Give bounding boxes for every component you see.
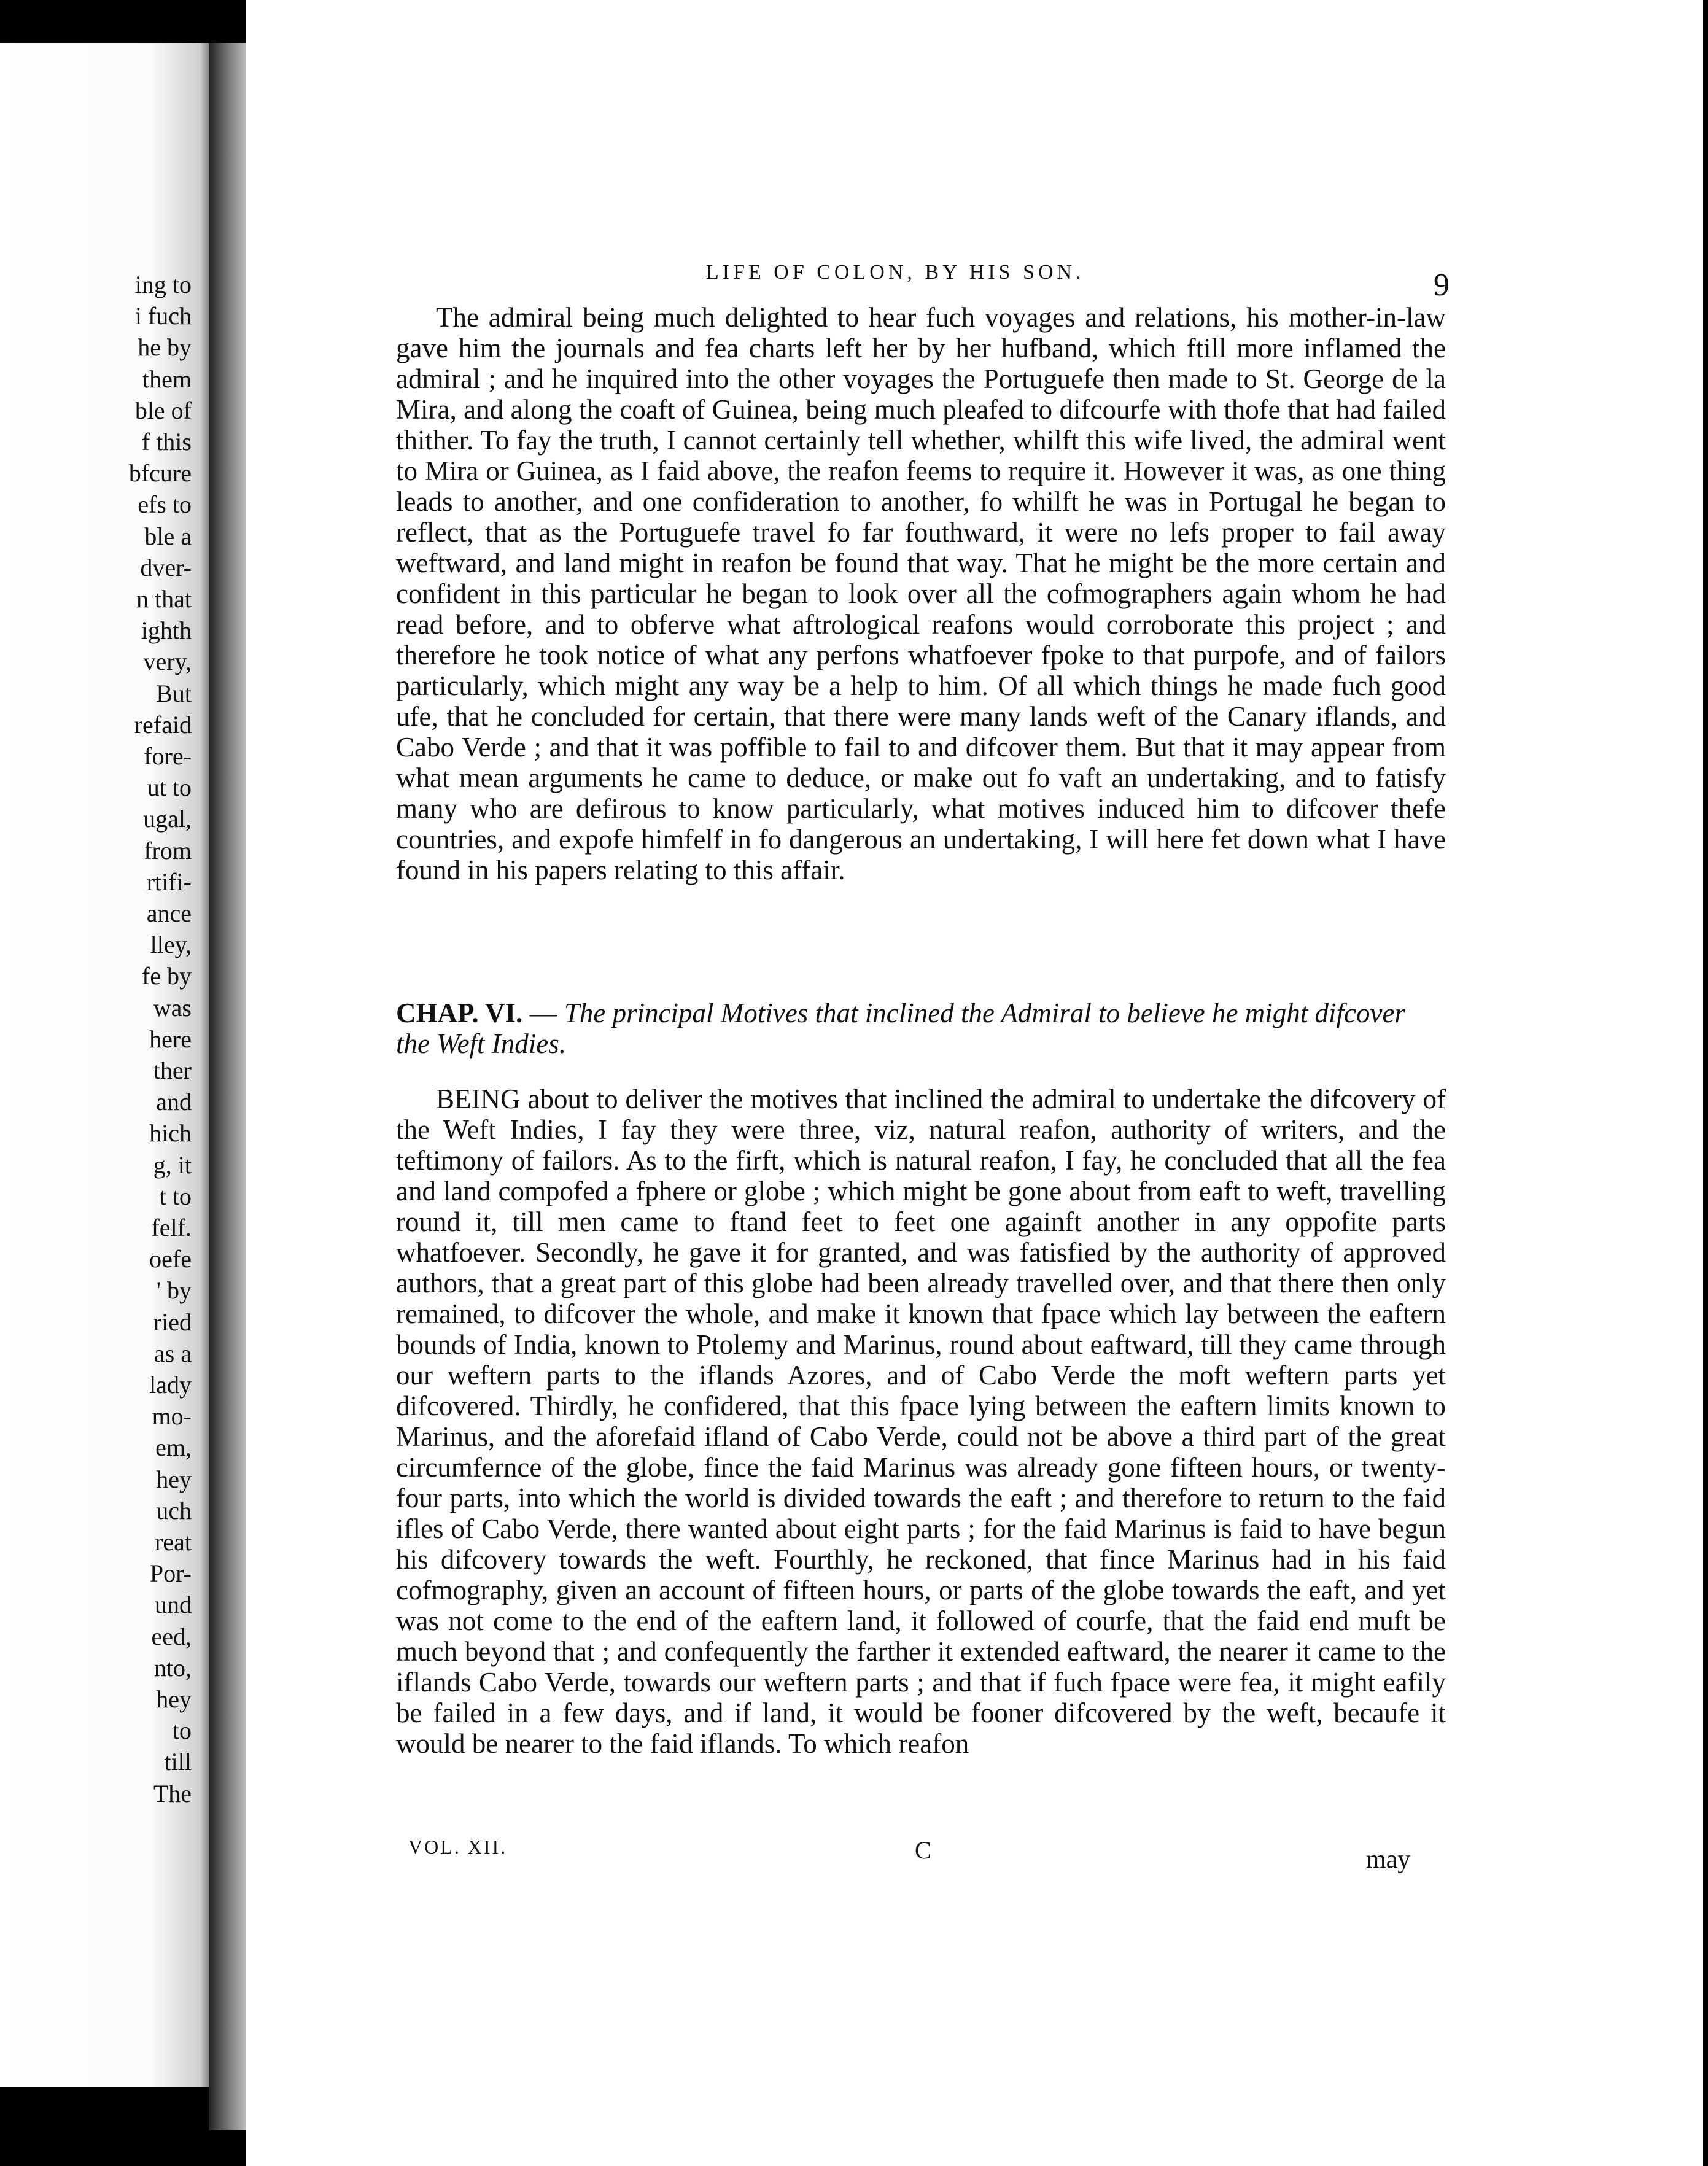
- facing-line-end: ble a: [144, 522, 192, 550]
- facing-line-end: ' by: [156, 1276, 192, 1305]
- facing-line-end: reat: [155, 1528, 192, 1556]
- facing-line-end: lady: [149, 1371, 192, 1399]
- facing-line-end: ugal,: [143, 805, 192, 833]
- facing-line-end: n that: [136, 585, 192, 613]
- page-edge: [1703, 0, 1708, 2166]
- facing-line-end: lley,: [150, 931, 192, 959]
- facing-page-fragment: [0, 43, 215, 2087]
- facing-line-end: ried: [153, 1308, 192, 1336]
- facing-line-end: und: [155, 1591, 192, 1619]
- facing-line-end: fe by: [141, 962, 192, 990]
- paragraph-2: BEING about to deliver the motives that inclined the admiral to undertake the difcovery of the Weft Indies, I fay they were three, viz, natural reafon, authority of writers, and the teftimony of failors. As to the firft, which is natural reafon, I fay, he concluded that all the fea and land compofed a fphere or globe ; which might be gone about from eaft to weft, travelling round it, till men came to ftand feet to feet one againft another in any oppofite parts whatfoever. Secondly, he gave it for granted, and was fatisfied by the authority of approved authors, that a great part of this globe had been already travelled over, and that there then only remained, to difcover the whole, and make it known that fpace which lay between the eaftern bounds of India, known to Ptolemy and Marinus, round about eaftward, till they came through our weftern parts to the iflands Azores, and of Cabo Verde the moft weftern parts yet difcovered. Thirdly, he confidered, that this fpace lying between the eaftern limits known to Marinus, and the aforefaid ifland of Cabo Verde, could not be above a third part of the great circumfernce of the globe, fince the faid Marinus was already gone fifteen hours, or twenty-four parts, into which the world is divided towards the eaft ; and therefore to return to the faid ifles of Cabo Verde, there wanted about eight parts ; for the faid Marinus is faid to have begun his difcovery towards the weft. Fourthly, he reckoned, that fince Marinus had in his faid cofmography, given an account of fifteen hours, or parts of the globe towards the eaft, and yet was not come to the end of the eaftern land, it followed of courfe, that the faid end muft be much beyond that ; and confequently the farther it extended eaftward, the nearer it came to the iflands Cabo Verde, towards our weftern parts ; and that if fuch fpace were fea, it might eafily be failed in a few days, and if land, it would be fooner difcovered by the weft, becaufe it would be nearer to the faid iflands. To which reafon: [396, 1084, 1446, 1759]
- chapter-dash: —: [522, 998, 564, 1028]
- facing-line-end: hey: [156, 1465, 192, 1493]
- facing-line-end: ut to: [147, 774, 192, 802]
- facing-line-end: and: [156, 1088, 192, 1116]
- facing-line-end: i fuch: [134, 302, 192, 330]
- facing-line-end: ther: [153, 1057, 192, 1084]
- facing-line-end: rtifi-: [146, 868, 192, 896]
- chapter-title: The principal Motives that inclined the Admiral to believe he might difcover the Weft Indies.: [396, 998, 1405, 1059]
- facing-line-end: here: [149, 1025, 192, 1053]
- facing-line-end: The: [153, 1779, 192, 1807]
- facing-line-end: hich: [149, 1119, 192, 1147]
- facing-line-end: he by: [138, 333, 192, 362]
- chapter-number: CHAP. VI.: [396, 998, 523, 1028]
- facing-line-end: refaid: [134, 710, 192, 739]
- facing-line-end: hey: [156, 1685, 192, 1713]
- facing-line-end: bfcure: [128, 459, 192, 487]
- signature-mark: C: [915, 1836, 931, 1864]
- facing-line-end: was: [153, 993, 192, 1022]
- facing-line-end: uch: [156, 1496, 192, 1524]
- facing-line-end: mo-: [152, 1402, 192, 1430]
- facing-line-end: eed,: [151, 1622, 192, 1650]
- facing-line-end: nto,: [153, 1653, 192, 1682]
- volume-mark: VOL. XII.: [408, 1836, 508, 1858]
- facing-line-end: em,: [155, 1434, 192, 1462]
- facing-line-end: as a: [153, 1339, 192, 1367]
- facing-line-end: ble of: [134, 396, 192, 424]
- facing-line-end: oefe: [149, 1245, 192, 1273]
- paragraph-1: The admiral being much delighted to hear fuch voyages and relations, his mother-in-law gave him the journals and fea charts left her by her hufband, which ftill more inflamed the admiral ; and he inquired into the other voyages the Portuguefe then made to St. George de la Mira, and along the coaft of Guinea, being much pleafed to difcourfe with thofe that had failed thither. To fay the truth, I cannot certainly tell whether, whilft this wife lived, the admiral went to Mira or Guinea, as I faid above, the reafon feems to require it. However it was, as one thing leads to another, and one confideration to another, fo whilft he was in Portugal he began to reflect, that as the Portuguefe travel fo far fouthward, it were no lefs proper to fail away weftward, and land might in reafon be found that way. That he might be the more certain and confident in this particular he began to look over all the cofmographers again whom he had read before, and to obferve what aftrological reafons would corroborate this project ; and therefore he took notice of what any perfons whatfoever fpoke to that purpofe, and of failors particularly, which might any way be a help to him. Of all which things he made fuch good ufe, that he concluded for certain, that there were many lands weft of the Canary iflands, and Cabo Verde ; and that it was poffible to fail to and difcover them. But that it may appear from what mean arguments he came to deduce, or make out fo vaft an undertaking, and to fatisfy many who are defirous to know particularly, what motives induced him to difcover thefe countries, and expofe himfelf in fo dangerous an undertaking, I will here fet down what I have found in his papers relating to this affair.: [396, 302, 1446, 885]
- facing-line-end: very,: [143, 648, 192, 676]
- running-title: LIFE OF COLON, BY HIS SON.: [706, 261, 1085, 284]
- facing-line-end: felf.: [151, 1214, 192, 1241]
- facing-line-end: ance: [146, 899, 192, 927]
- facing-line-end: ighth: [141, 616, 192, 645]
- facing-line-end: Por-: [149, 1559, 192, 1588]
- facing-line-end: from: [144, 836, 192, 864]
- facing-line-end: But: [156, 679, 192, 707]
- chapter-heading: [396, 998, 1446, 1059]
- page-number: 9: [1434, 268, 1450, 303]
- catchword: may: [1366, 1846, 1411, 1874]
- facing-line-end: ing to: [134, 271, 192, 298]
- facing-line-end: g, it: [153, 1151, 192, 1179]
- facing-line-end: f this: [141, 428, 192, 456]
- facing-line-end: them: [142, 365, 192, 393]
- facing-line-end: t to: [159, 1182, 192, 1210]
- facing-line-end: till: [164, 1748, 192, 1776]
- facing-line-end: to: [172, 1717, 192, 1745]
- facing-line-end: dver-: [140, 553, 192, 581]
- facing-line-end: fore-: [144, 742, 192, 770]
- facing-line-end: efs to: [138, 491, 192, 519]
